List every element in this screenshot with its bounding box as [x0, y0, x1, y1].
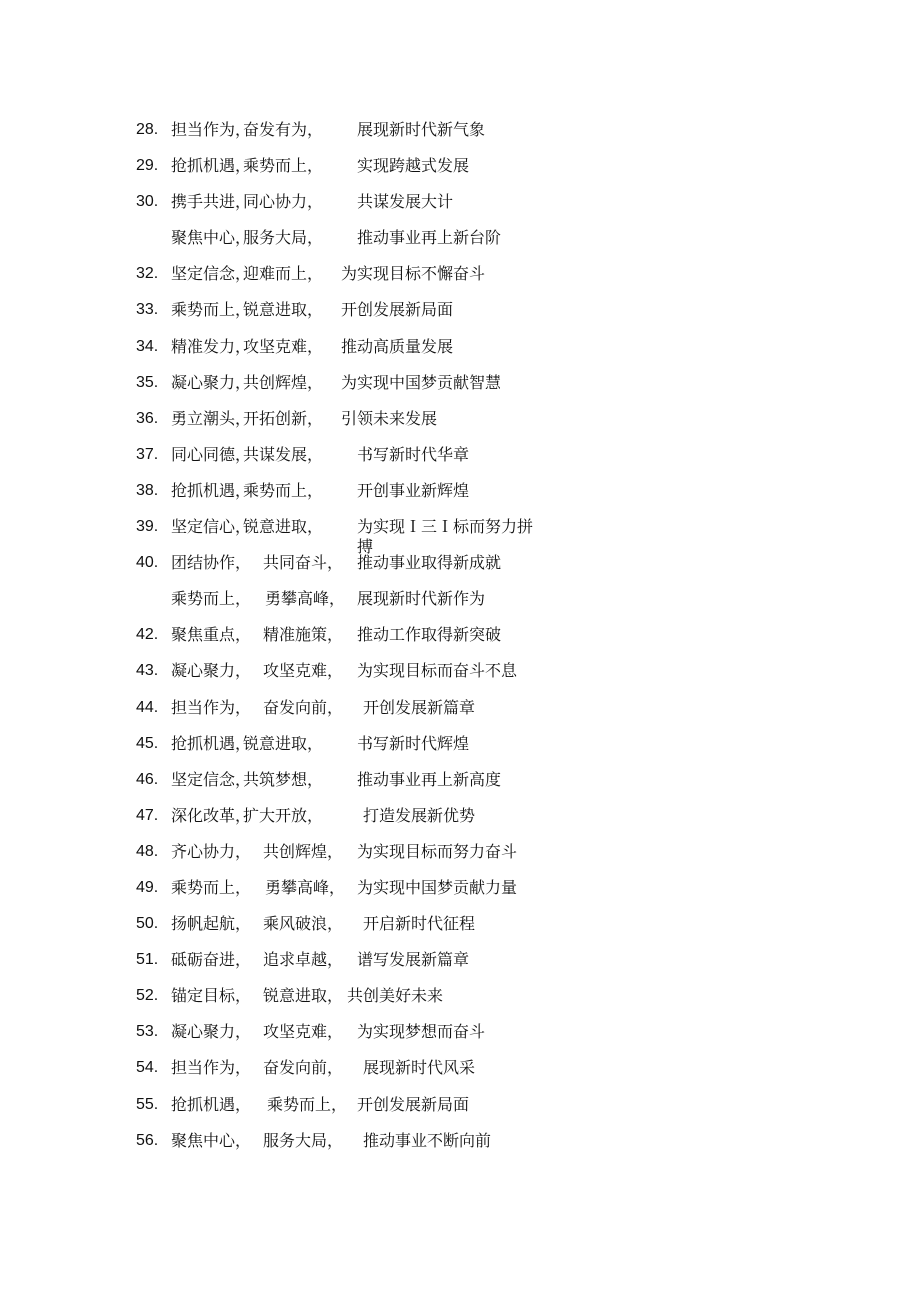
list-item [0, 260, 920, 296]
phrase-part-1: 担当作为， [171, 697, 252, 717]
phrase-part-3: 展现新时代新气象 [357, 120, 486, 139]
item-number: 46. [136, 770, 159, 788]
phrase-part-1: 坚定信念， [171, 264, 252, 284]
phrase-part-1: 聚焦中心， [171, 228, 252, 248]
phrase-part-1: 抢抓机遇， [171, 156, 252, 176]
phrase-part-3: 谱写发展新篇章 [357, 950, 470, 970]
phrase-part-1: 抢抓机遇， [171, 733, 252, 753]
list-item [0, 766, 920, 802]
item-number: 28. [136, 121, 159, 138]
list-item [0, 621, 920, 657]
item-number: 36. [136, 409, 159, 427]
phrase-part-3: 推动事业取得新成就 [357, 553, 502, 573]
list-item [0, 946, 920, 982]
item-number: 45. [136, 734, 159, 752]
phrase-part-3: 书写新时代华章 [357, 444, 470, 464]
item-number: 37. [136, 445, 159, 463]
list-item [0, 1018, 920, 1054]
list-item [0, 874, 920, 910]
phrase-part-1: 聚焦重点， [171, 625, 252, 645]
phrase-part-3: 为实现目标而奋斗不息 [357, 661, 518, 681]
list-item [0, 802, 920, 838]
phrase-part-2: 迎难而上， [243, 264, 324, 284]
item-number: 51. [136, 951, 159, 969]
phrase-part-3: 推动事业不断向前 [363, 1130, 492, 1150]
phrase-part-3: 共创美好未来 [347, 986, 444, 1006]
phrase-part-1: 团结协作， [171, 553, 252, 573]
phrase-part-1: 锚定目标， [171, 986, 252, 1006]
phrase-part-1: 坚定信念， [171, 769, 252, 789]
list-item [0, 477, 920, 513]
item-number: 33. [136, 301, 159, 319]
list-item [0, 369, 920, 405]
phrase-part-3: 为实现中国梦贡献力量 [357, 877, 518, 897]
phrase-part-2: 开拓创新， [243, 408, 324, 428]
phrase-part-2: 锐意进取， [243, 733, 324, 753]
phrase-part-3: 推动高质量发展 [341, 336, 454, 356]
item-number: 29. [136, 157, 159, 175]
item-number: 49. [136, 878, 159, 896]
phrase-part-2: 共创辉煌， [243, 372, 324, 392]
list-item [0, 982, 920, 1018]
item-number: 40. [136, 554, 159, 572]
phrase-part-2: 共创辉煌， [263, 841, 344, 861]
item-number: 38. [136, 481, 159, 499]
phrase-part-3: 为实现Ｉ三Ｉ标而努力拼 [357, 517, 534, 537]
list-item [0, 549, 920, 585]
phrase-part-3: 开创发展新局面 [357, 1094, 470, 1114]
list-item [0, 296, 920, 332]
phrase-part-2: 精准施策， [263, 625, 344, 645]
phrase-part-1: 精准发力， [171, 336, 252, 356]
phrase-part-1: 坚定信心， [171, 517, 252, 537]
phrase-part-3: 共谋发展大计 [357, 192, 454, 212]
list-item [0, 1127, 920, 1163]
phrase-part-1: 凝心聚力， [171, 1022, 252, 1042]
phrase-part-1: 同心同德， [171, 444, 252, 464]
phrase-part-3: 开创发展新局面 [341, 300, 454, 320]
item-number: 48. [136, 842, 159, 860]
item-number: 35. [136, 373, 159, 391]
phrase-part-3: 推动事业再上新台阶 [357, 228, 502, 248]
list-item [0, 838, 920, 874]
item-number: 50. [136, 915, 159, 933]
phrase-part-2: 共谋发展， [243, 444, 324, 464]
phrase-part-2: 共筑梦想， [243, 769, 324, 789]
item-number: 43. [136, 662, 159, 680]
phrase-part-3: 为实现目标不懈奋斗 [341, 264, 486, 284]
item-number: 54. [136, 1059, 159, 1077]
phrase-part-1: 担当作为， [171, 120, 252, 139]
phrase-part-2: 追求卓越， [263, 950, 344, 970]
phrase-part-3: 为实现梦想而奋斗 [357, 1022, 486, 1042]
phrase-part-2: 攻坚克难， [243, 336, 324, 356]
list-item [0, 405, 920, 441]
list-item [0, 188, 920, 224]
phrase-part-3: 展现新时代风采 [363, 1058, 476, 1078]
phrase-part-2: 共同奋斗， [263, 553, 344, 573]
item-number: 30. [136, 193, 159, 211]
phrase-part-1: 抢抓机遇， [171, 480, 252, 500]
item-number: 39. [136, 518, 159, 536]
list-item [0, 224, 920, 260]
list-item [0, 116, 920, 152]
phrase-part-3: 引领未来发展 [341, 408, 438, 428]
phrase-part-1: 抢抓机遇， [171, 1094, 252, 1114]
phrase-part-2: 服务大局， [263, 1130, 344, 1150]
phrase-part-1: 乘势而上， [171, 877, 252, 897]
list-item [0, 730, 920, 766]
phrase-part-2: 扩大开放， [243, 805, 324, 825]
phrase-part-1: 携手共进， [171, 192, 252, 212]
phrase-part-2: 攻坚克难， [263, 1022, 344, 1042]
phrase-part-2: 乘风破浪， [263, 914, 344, 934]
phrase-part-3: 展现新时代新作为 [357, 589, 486, 609]
phrase-part-2: 勇攀高峰， [265, 877, 346, 897]
list-item [0, 694, 920, 730]
phrase-part-2: 攻坚克难， [263, 661, 344, 681]
phrase-part-1: 勇立潮头， [171, 408, 252, 428]
phrase-part-2: 奋发有为， [243, 120, 324, 139]
phrase-part-2: 奋发向前， [263, 1058, 344, 1078]
list-item [0, 585, 920, 621]
phrase-part-1: 扬帆起航， [171, 914, 252, 934]
phrase-part-1: 凝心聚力， [171, 372, 252, 392]
list-item [0, 1054, 920, 1090]
phrase-part-3: 为实现目标而努力奋斗 [357, 841, 518, 861]
item-number: 42. [136, 626, 159, 644]
phrase-part-3: 打造发展新优势 [363, 805, 476, 825]
phrase-part-2: 乘势而上， [243, 480, 324, 500]
item-number: 34. [136, 337, 159, 355]
phrase-part-2: 服务大局， [243, 228, 324, 248]
item-number: 52. [136, 987, 159, 1005]
phrase-part-3: 为实现中国梦贡献智慧 [341, 372, 502, 392]
item-number: 53. [136, 1023, 159, 1041]
list-item [0, 333, 920, 369]
phrase-part-3: 开创事业新辉煌 [357, 480, 470, 500]
phrase-part-2: 同心协力， [243, 192, 324, 212]
phrase-part-1: 凝心聚力， [171, 661, 252, 681]
phrase-part-2: 锐意进取， [263, 986, 344, 1006]
list-item [0, 1091, 920, 1127]
phrase-part-2: 锐意进取， [243, 517, 324, 537]
phrase-part-2: 勇攀高峰， [265, 589, 346, 609]
phrase-part-1: 齐心协力， [171, 841, 252, 861]
phrase-part-2: 锐意进取， [243, 300, 324, 320]
phrase-part-3: 书写新时代辉煌 [357, 733, 470, 753]
phrase-part-1: 担当作为， [171, 1058, 252, 1078]
item-number: 55. [136, 1095, 159, 1113]
slogan-list [0, 116, 920, 1163]
phrase-part-1: 聚焦中心， [171, 1130, 252, 1150]
phrase-part-2: 乘势而上， [267, 1094, 348, 1114]
list-item [0, 910, 920, 946]
phrase-part-3: 开启新时代征程 [363, 914, 476, 934]
phrase-part-2: 奋发向前， [263, 697, 344, 717]
phrase-part-3: 开创发展新篇章 [363, 697, 476, 717]
phrase-part-1: 乘势而上， [171, 589, 252, 609]
phrase-part-3-wrap: 搏 [357, 537, 374, 557]
phrase-part-2: 乘势而上， [243, 156, 324, 176]
phrase-part-1: 深化改革， [171, 805, 252, 825]
list-item [0, 513, 920, 557]
phrase-part-1: 砥砺奋进， [171, 950, 252, 970]
list-item [0, 657, 920, 693]
list-item [0, 152, 920, 188]
item-number: 47. [136, 806, 159, 824]
item-number: 44. [136, 698, 159, 716]
phrase-part-3: 推动事业再上新高度 [357, 769, 502, 789]
item-number: 56. [136, 1131, 159, 1149]
phrase-part-3: 实现跨越式发展 [357, 156, 470, 176]
list-item [0, 441, 920, 477]
phrase-part-3: 推动工作取得新突破 [357, 625, 502, 645]
item-number: 32. [136, 265, 159, 283]
phrase-part-1: 乘势而上， [171, 300, 252, 320]
